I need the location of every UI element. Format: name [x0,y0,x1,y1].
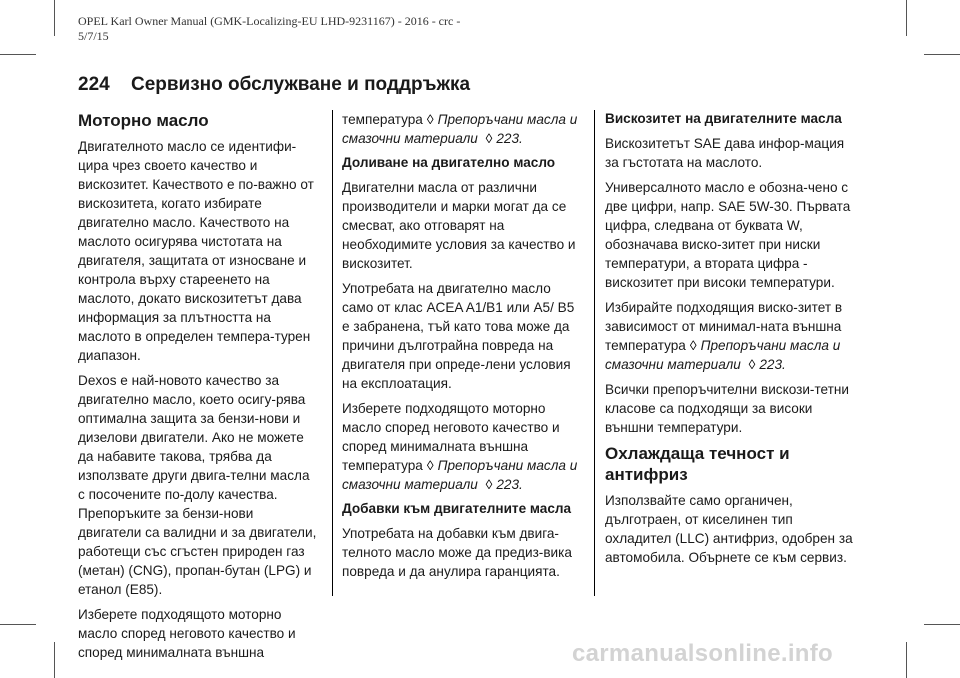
reference-page[interactable]: 223. [496,131,523,146]
paragraph: Използвайте само органичен, дълготраен, от киселинен тип охладител (LLC) антифриз, одобрен за автомобила. Обърнете се към сервиз. [605,493,853,565]
watermark-logo: carmanualsonline.info [572,640,834,667]
paragraph: Употребата на добавки към двига-телното масло може да предиз-вика повреда и да анулира гаранцията. [342,526,572,579]
paragraph: Универсалното масло е обозна-чено с две цифри, напр. SAE 5W-30. Първата цифра, следвана от буквата W, обозначава виско-зитет при ниски температури, а втората цифра - вискозитет при високи температури. [605,180,851,290]
paragraph: Употребата на двигателно масло само от клас ACEA A1/B1 или A5/ B5 е забранена, тъй като това може да причини дълготрайна повреда на двигателя при опреде-лени условия на експлоатация. [342,281,575,391]
paragraph-with-reference: температура ◊ Препоръчани масла и смазочни материали ◊ 223. [342,112,578,146]
column-divider [594,110,595,596]
paragraph: Всички препоръчителни вискози-тетни класове са подходящи за високи външни температури. [605,382,849,435]
cross-reference-link[interactable]: Препоръчани масла и смазочни материали [342,112,578,146]
paragraph: Двигателното масло се идентифи-цира чрез своето качество и вискозитет. Качеството е по-важно от вискозитета, когато избирате двигателно масло. Качеството на маслото осигурява чистотата на двигателя, защитата от износване и контрола върху стареенето на маслото, докато вискозитетът дава информация за плътността на маслото в определен темпера-турен диапазон. [78,139,314,363]
header-line-1: OPEL Karl Owner Manual (GMK-Localizing-EU LHD-9231167) - 2016 - crc - [78,14,461,28]
cross-reference-link[interactable]: Препоръчани масла и смазочни материали [342,458,578,492]
crop-mark [54,642,55,678]
crop-mark [906,642,907,678]
reference-page[interactable]: 223. [759,357,786,372]
paragraph-with-reference: Изберете подходящото моторно масло според неговото качество и според минималната външна температура ◊ Препоръчани масла и смазочни материали ◊ 223. [342,401,578,492]
column-divider [332,110,333,596]
document-header [78,14,460,44]
reference-arrow-icon: ◊ [748,357,756,372]
paragraph: Dexos е най-новото качество за двигателно масло, което осигу-рява оптимална защита за бензи-нови и дизелови двигатели. Ако не можете да набавите такова, трябва да използвате други двига-телни масла с посочените по-долу качества. Препоръките за бензи-нови двигатели са валидни и за двигатели, работещи със сгъстен природен газ (метан) (CNG), пропан-бутан (LPG) и етанол (E85). [78,373,317,597]
paragraph: Двигателни масла от различни производители и марки могат да се смесват, ако отговарят на необходимите условия за качество и вискозитет. [342,180,576,271]
paragraph: Изберете подходящото моторно масло според неговото качество и според минималната външна [78,607,296,660]
page-title [78,74,470,96]
column-3 [605,110,855,573]
heading-oil-viscosity: Вискозитет на двигателните масла [605,111,842,126]
crop-mark [0,624,36,625]
crop-mark [0,54,36,55]
column-2 [342,110,582,587]
crop-mark [924,624,960,625]
crop-mark [54,0,55,36]
cross-reference-link[interactable]: Препоръчани масла и смазочни материали [605,338,841,372]
column-1 [78,110,320,668]
reference-arrow-icon: ◊ [485,131,493,146]
reference-arrow-icon: ◊ [426,112,434,127]
page-number: 224 [78,74,110,95]
crop-mark [906,0,907,36]
paragraph-with-reference: Избирайте подходящия виско-зитет в зависимост от минимал-ната външна температура ◊ Препоръчани масла и смазочни материали ◊ 223. [605,300,843,372]
reference-arrow-icon: ◊ [689,338,697,353]
crop-mark [924,54,960,55]
paragraph: Вискозитетът SAE дава инфор-мация за гъстотата на маслото. [605,136,845,170]
reference-page[interactable]: 223. [496,477,523,492]
heading-coolant-antifreeze: Охлаждаща течност и антифриз [605,444,790,484]
heading-oil-additives: Добавки към двигателните масла [342,501,572,516]
header-line-2: 5/7/15 [78,29,109,43]
heading-engine-oil: Моторно масло [78,111,209,130]
reference-arrow-icon: ◊ [485,477,493,492]
reference-arrow-icon: ◊ [426,458,434,473]
section-title: Сервизно обслужване и поддръжка [130,74,471,95]
heading-topping-up-oil: Доливане на двигателно масло [342,155,556,170]
